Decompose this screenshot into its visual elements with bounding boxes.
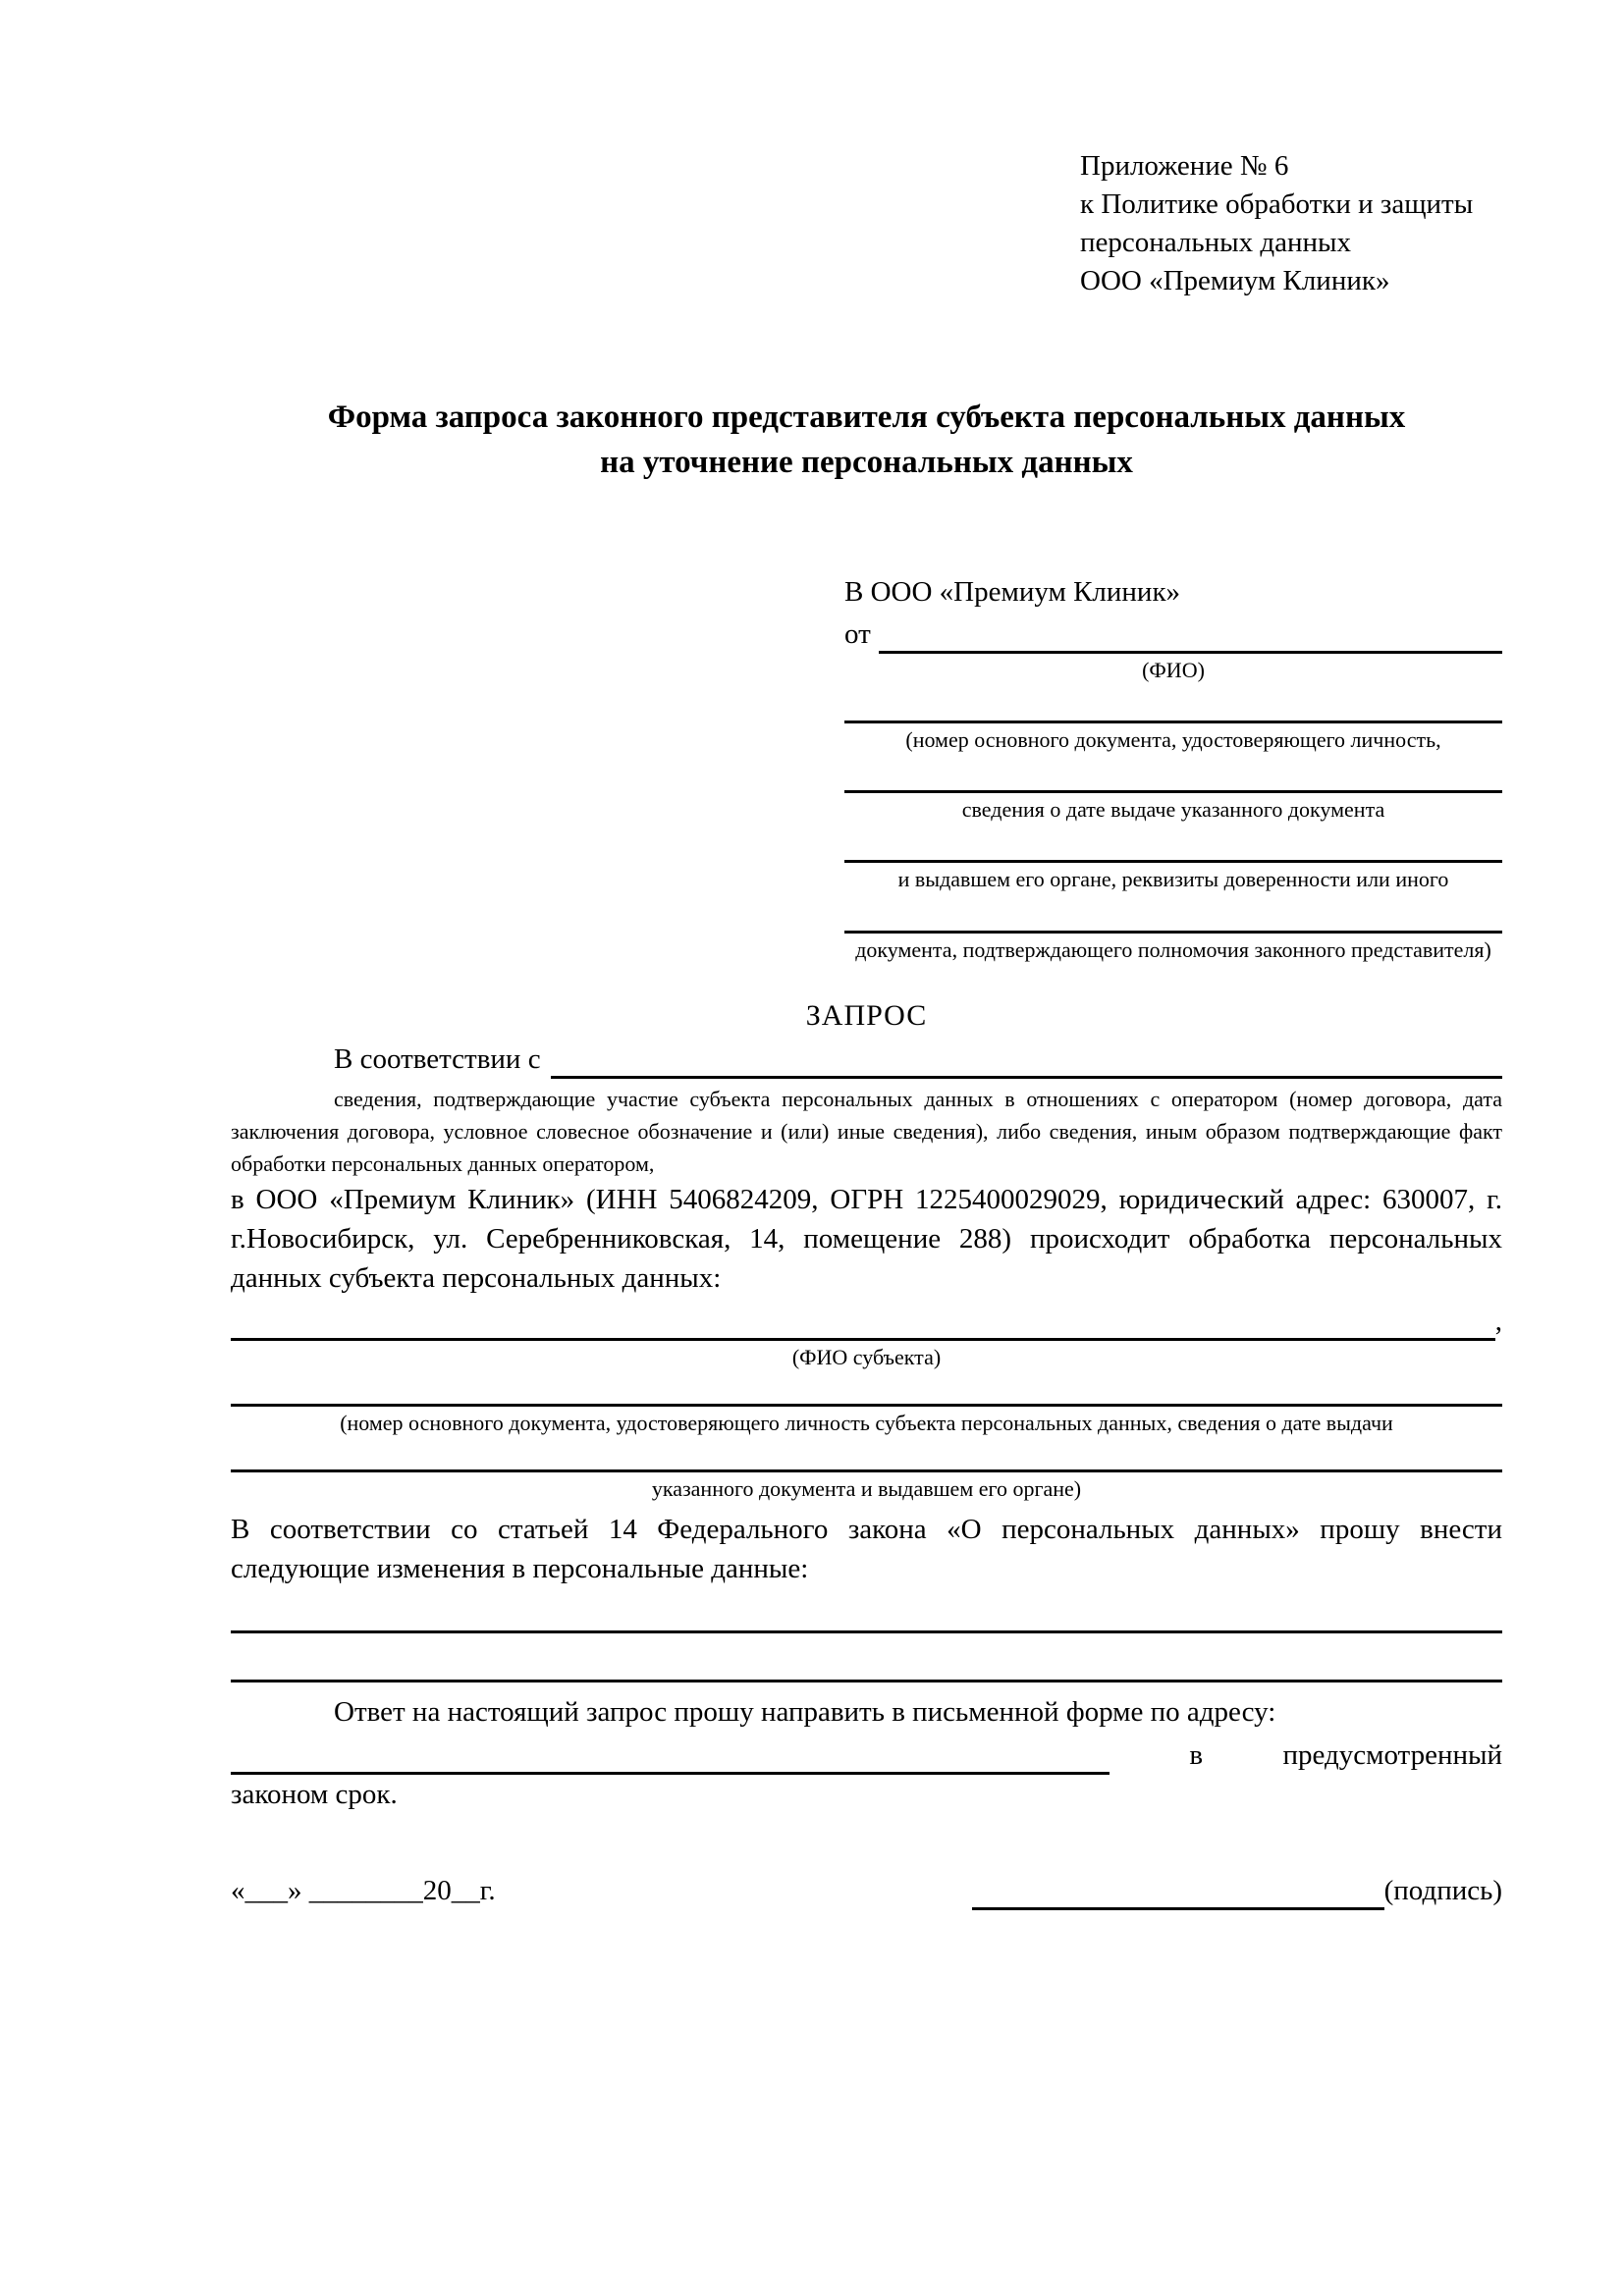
fio-caption: (ФИО) (1142, 657, 1205, 682)
blank-line-subject-fio (231, 1308, 1495, 1341)
subject-document-caption: (номер основного документа, удостоверяющего личность субъекта персональных данных, сведения о дате выдачи (340, 1411, 1393, 1436)
addressee-block (844, 572, 1502, 963)
blank-line-document-number (844, 684, 1502, 723)
article-paragraph: В соответствии со статьей 14 Федерального закона «О персональных данных» прошу внести следующие изменения в персональные данные: (231, 1513, 1502, 1584)
subject-fio-row (231, 1304, 1502, 1341)
document-title (231, 395, 1502, 487)
subject-comma: , (1494, 1306, 1502, 1338)
request-heading: ЗАПРОС (805, 998, 928, 1032)
blank-line-power-of-attorney (844, 894, 1502, 934)
appendix-number: Приложение № 6 (1080, 150, 1289, 182)
subject-document-caption2: указанного документа и выдавшем его органе) (651, 1476, 1082, 1502)
appendix-policy-line2: персональных данных (1080, 227, 1352, 259)
issue-date-caption: сведения о дате выдаче указанного документа (961, 797, 1385, 823)
signature-caption: (подпись) (1383, 1874, 1502, 1906)
blank-line-reply-address (231, 1741, 1110, 1775)
document-title-line2: на уточнение персональных данных (600, 445, 1133, 481)
basis-caption: сведения, подтверждающие участие субъекта персональных данных в отношениях с оператором (номер договора, дата заключения договора, условное словесное обозначение и (или) иные сведения), либо сведения, иным образом подтверждающие факт обработки персональных данных оператором, (231, 1087, 1502, 1177)
document-title-line1: Форма запроса законного представителя субъекта персональных данных (327, 399, 1406, 435)
document-number-caption: (номер основного документа, удостоверяющего личность, (905, 727, 1441, 753)
basis-row (231, 1038, 1502, 1079)
signature-group (972, 1871, 1502, 1910)
reply-word-predusmotrenny: предусмотренный (1282, 1738, 1502, 1771)
from-row (844, 613, 1502, 654)
blank-line-signature (972, 1877, 1384, 1910)
appendix-policy-line: к Политике обработки и защиты (1080, 188, 1474, 221)
appendix-header (1080, 147, 1502, 301)
power-of-attorney-caption: документа, подтверждающего полномочия законного представителя) (855, 936, 1491, 962)
blank-line-subject-document (231, 1371, 1502, 1407)
appendix-organization: ООО «Премиум Клиник» (1080, 265, 1390, 297)
reply-paragraph: Ответ на настоящий запрос прошу направить в письменной форме по адресу: (334, 1695, 1276, 1728)
date-line: «___» ________20__г. (231, 1874, 496, 1906)
operator-paragraph: в ООО «Премиум Клиник» (ИНН 5406824209, ОГРН 1225400029029, юридический адрес: 630007, г. г.Новосибирск, ул. Серебренниковская, 14, помещение 288) происходит обработка персональных данных субъекта персональных данных: (231, 1184, 1502, 1295)
blank-line-fio (879, 620, 1502, 654)
from-label: от (844, 617, 871, 650)
blank-line-issuing-authority (844, 824, 1502, 863)
subject-fio-caption: (ФИО субъекта) (791, 1345, 942, 1370)
basis-prefix: В соответствии с (334, 1043, 541, 1076)
blank-line-basis (551, 1045, 1502, 1079)
blank-line-changes-1 (231, 1592, 1502, 1633)
reply-closing: законом срок. (231, 1778, 398, 1810)
blank-line-issue-date (844, 754, 1502, 793)
blank-line-changes-2 (231, 1633, 1502, 1682)
blank-line-subject-document2 (231, 1437, 1502, 1472)
reply-word-v: в (1189, 1738, 1204, 1771)
addressee-organization: В ООО «Премиум Клиник» (844, 576, 1181, 609)
reply-address-row (231, 1732, 1502, 1775)
footer-row (231, 1871, 1502, 1910)
issuing-authority-caption: и выдавшем его органе, реквизиты доверенности или иного (897, 867, 1449, 892)
